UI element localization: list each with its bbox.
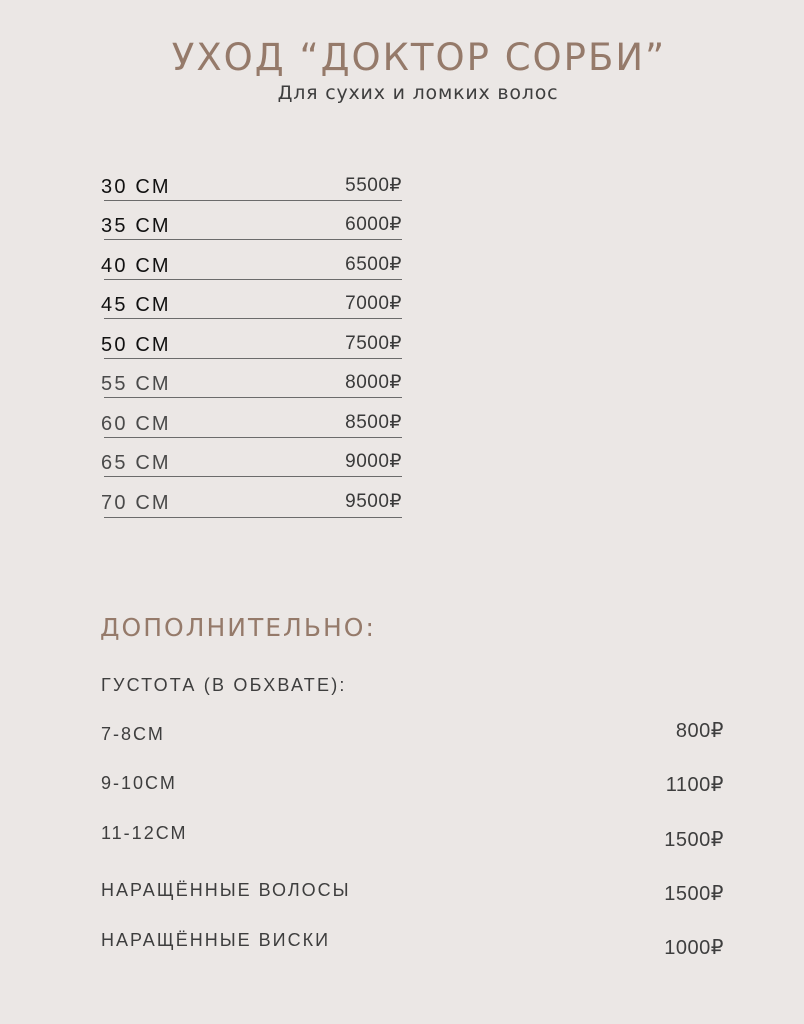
extras-heading: ДОПОЛНИТЕЛЬНО:: [100, 613, 376, 642]
extra-item-label: НАРАЩЁННЫЕ ВИСКИ: [101, 930, 331, 950]
length-label: 70 СМ: [101, 492, 171, 514]
price-value: 9500₽: [345, 491, 402, 512]
price-row: [101, 413, 402, 453]
price-row: [101, 294, 402, 334]
extra-item-price: 800₽: [675, 720, 724, 742]
divider: [104, 397, 402, 398]
divider: [104, 476, 402, 477]
extra-item-price: 1100₽: [665, 774, 724, 796]
price-row: [101, 215, 402, 255]
length-label: 40 СМ: [101, 255, 171, 277]
divider: [104, 279, 402, 280]
divider: [104, 318, 402, 319]
divider: [104, 517, 402, 518]
extra-item-price: 1000₽: [664, 937, 724, 959]
length-label: 60 СМ: [101, 413, 171, 435]
length-label: 65 СМ: [101, 452, 171, 474]
length-label: 30 СМ: [101, 176, 171, 198]
extra-item-label: 9-10СМ: [101, 773, 177, 793]
price-value: 7000₽: [345, 293, 402, 314]
extra-item-label: 11-12СМ: [101, 823, 188, 843]
price-value: 9000₽: [345, 451, 402, 472]
length-label: 50 СМ: [101, 334, 171, 356]
length-label: 35 СМ: [101, 215, 171, 237]
extra-item-label: 7-8СМ: [101, 724, 165, 744]
density-label: ГУСТОТА (В ОБХВАТЕ):: [101, 675, 347, 695]
page-title: УХОД “ДОКТОР СОРБИ”: [171, 36, 667, 79]
length-label: 55 СМ: [101, 373, 171, 395]
price-value: 7500₽: [345, 333, 402, 354]
price-row: [101, 255, 402, 295]
price-value: 8500₽: [345, 412, 402, 433]
extra-item-price: 1500₽: [664, 829, 724, 851]
divider: [104, 200, 402, 201]
length-label: 45 СМ: [101, 294, 171, 316]
price-row: [101, 452, 402, 492]
price-value: 8000₽: [345, 372, 402, 393]
price-row: [101, 176, 402, 216]
price-value: 5500₽: [345, 175, 402, 196]
price-row: [101, 334, 402, 374]
price-value: 6500₽: [345, 254, 402, 275]
price-value: 6000₽: [345, 214, 402, 235]
divider: [104, 437, 402, 438]
extra-item-label: НАРАЩЁННЫЕ ВОЛОСЫ: [101, 880, 351, 900]
extra-item-price: 1500₽: [664, 883, 724, 905]
divider: [104, 358, 402, 359]
page-subtitle: Для сухих и ломких волос: [277, 82, 559, 104]
divider: [104, 239, 402, 240]
price-row: [101, 492, 402, 532]
price-row: [101, 373, 402, 413]
